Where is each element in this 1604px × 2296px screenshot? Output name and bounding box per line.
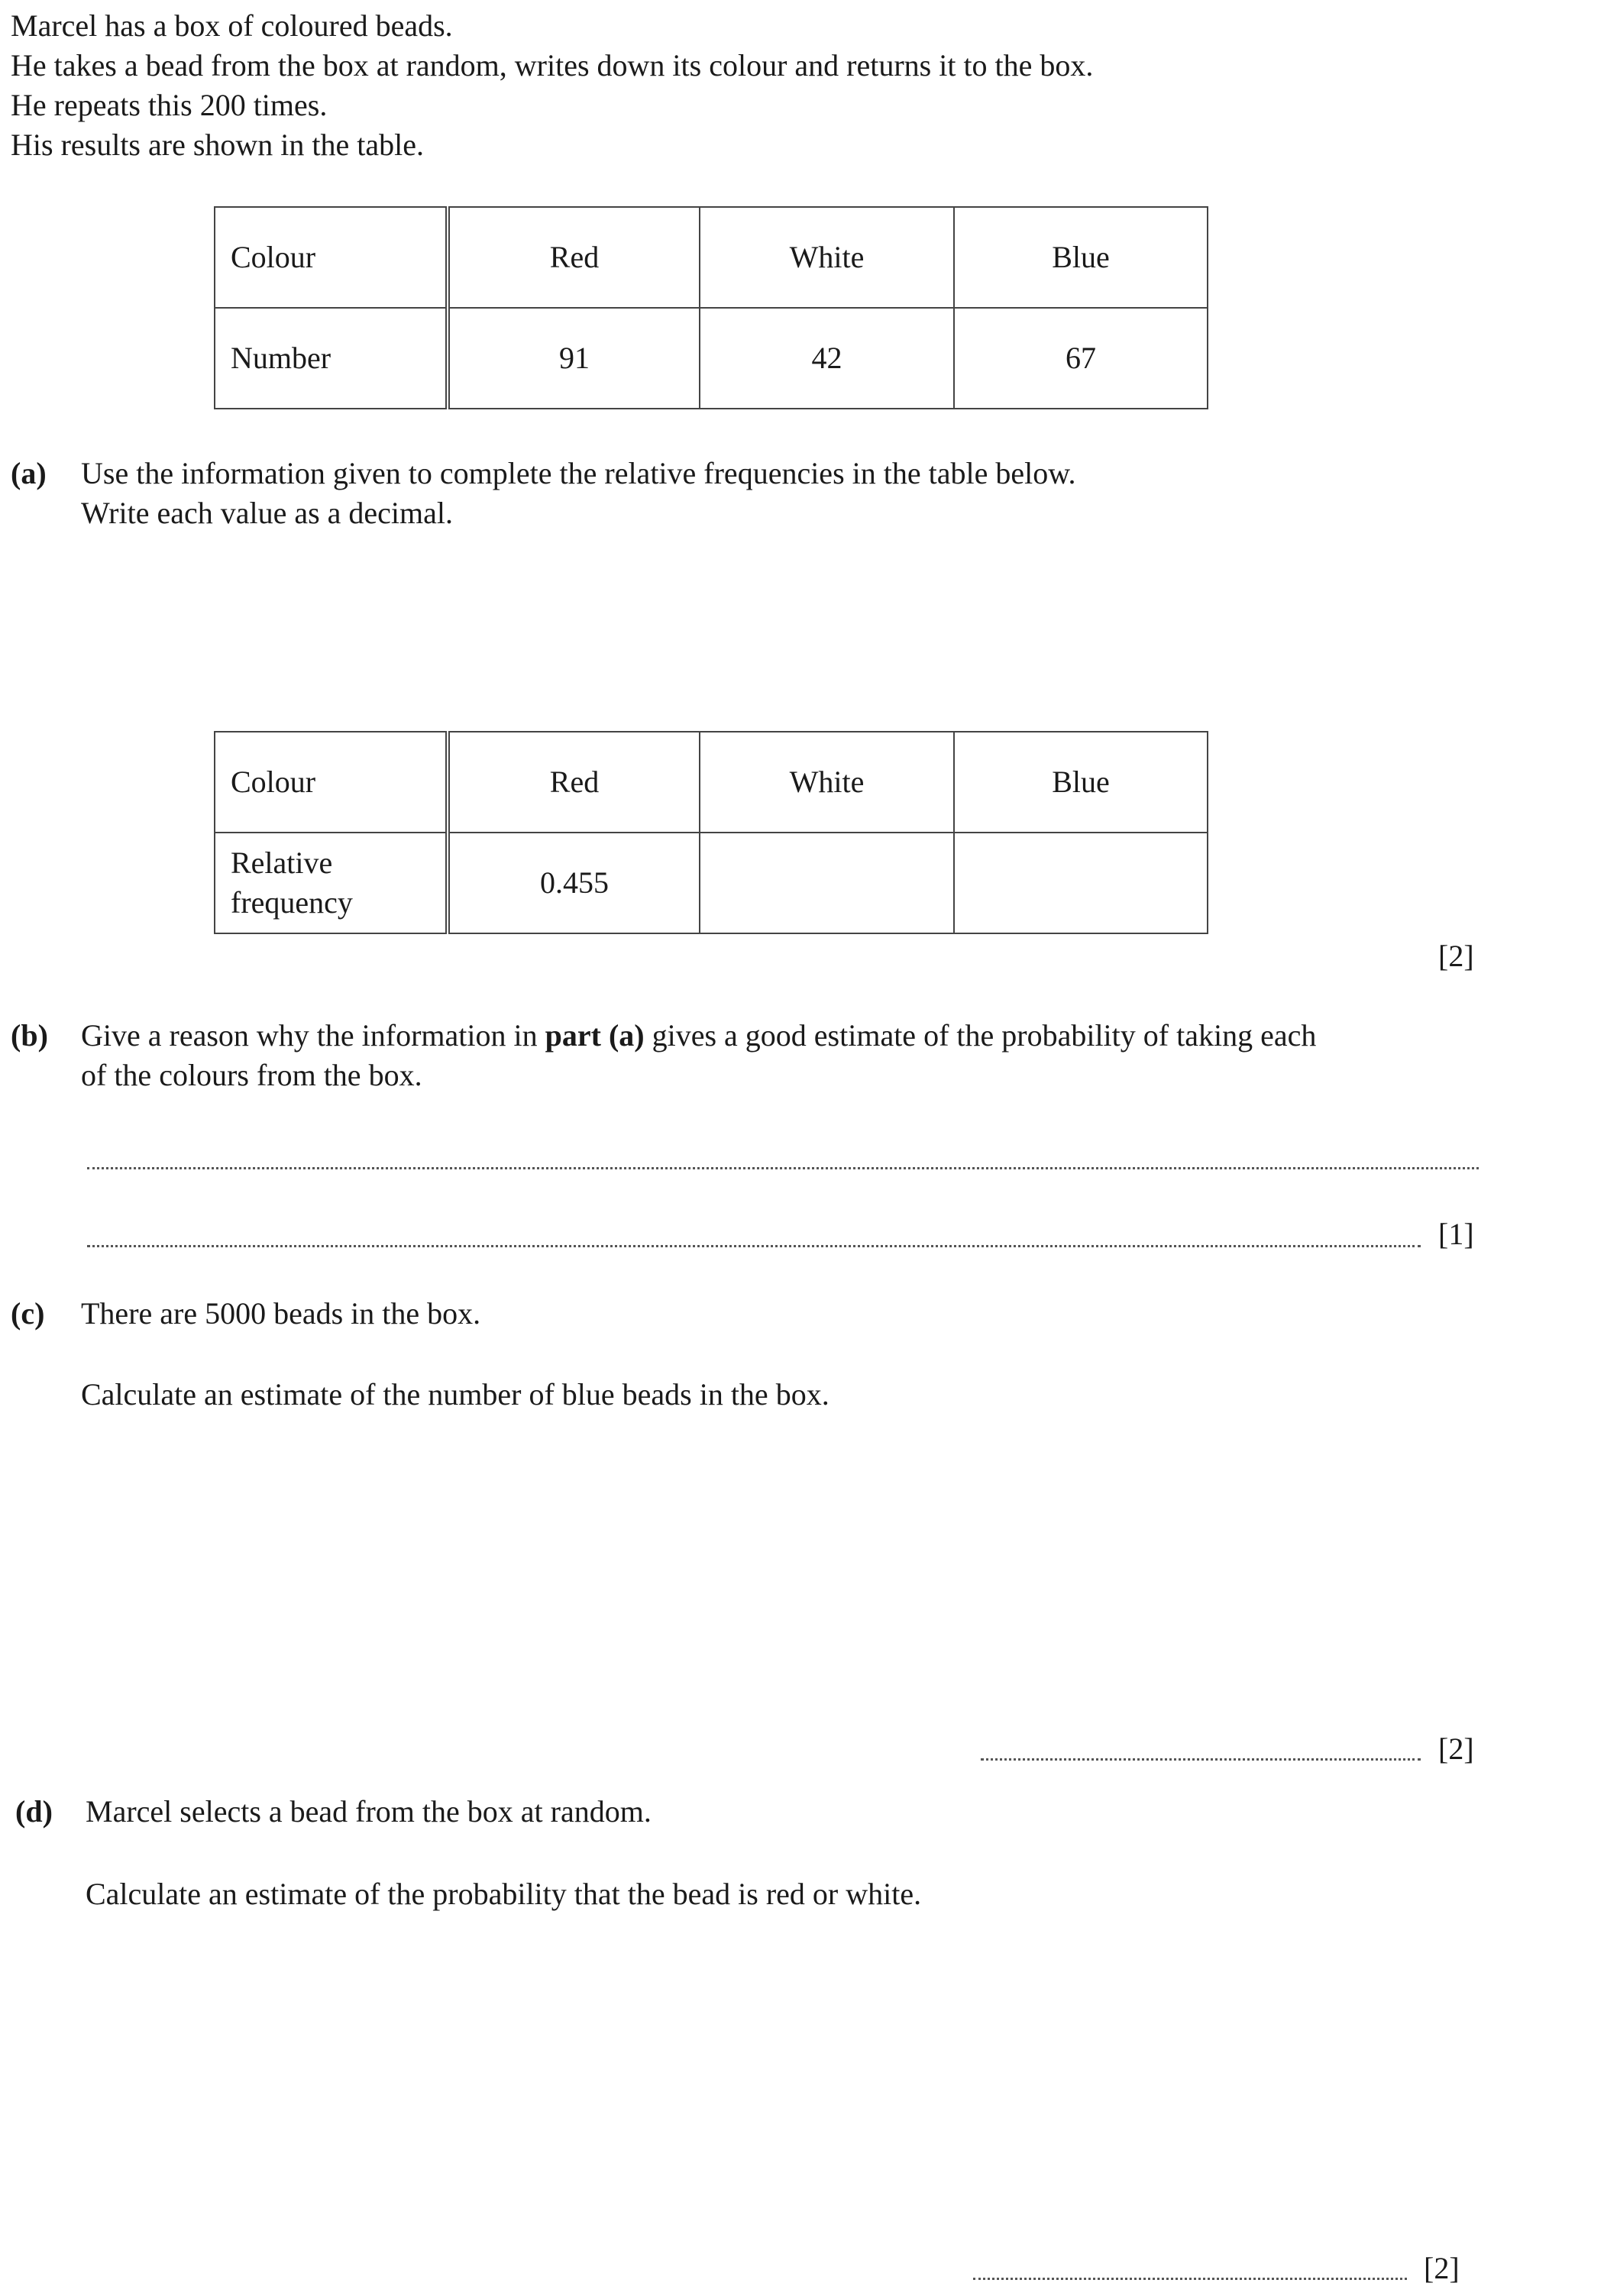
intro-line-1: Marcel has a box of coloured beads.: [11, 8, 453, 43]
part-a-line-2: Write each value as a decimal.: [81, 496, 454, 530]
relative-frequency-label-line-1: Relative: [231, 846, 333, 880]
part-a-label: (a): [11, 456, 47, 490]
part-a-mark: [2]: [1438, 939, 1474, 973]
table-header-label: Colour: [215, 732, 448, 833]
part-b-text-1: Give a reason why the information in: [81, 1018, 545, 1053]
table-row: [215, 207, 1208, 308]
part-b-label: (b): [11, 1018, 48, 1053]
part-a-line-1: Use the information given to complete the relative frequencies in the table below.: [81, 456, 1076, 490]
part-b-reference: part (a): [545, 1018, 645, 1053]
table-row-label: Number: [215, 308, 448, 409]
part-d-line-2: Calculate an estimate of the probability that the bead is red or white.: [86, 1877, 922, 1911]
part-d-label: (d): [15, 1794, 53, 1829]
colour-blue: Blue: [954, 207, 1208, 308]
number-red: 91: [448, 308, 700, 409]
intro-line-3: He repeats this 200 times.: [11, 88, 328, 122]
part-c-answer-line[interactable]: [981, 1758, 1421, 1761]
part-b-answer-line-2[interactable]: [87, 1245, 1421, 1247]
part-c-line-2: Calculate an estimate of the number of blue beads in the box.: [81, 1377, 829, 1412]
part-b-text-2: gives a good estimate of the probability of taking each: [644, 1018, 1317, 1053]
part-b-line-1: [81, 1016, 1316, 1056]
colour-white: White: [700, 207, 954, 308]
part-b-line-2: of the colours from the box.: [81, 1058, 422, 1092]
intro-line-2: He takes a bead from the box at random, writes down its colour and returns it to the box.: [11, 48, 1094, 82]
part-d-line-1: Marcel selects a bead from the box at random.: [86, 1794, 652, 1829]
intro-line-4: His results are shown in the table.: [11, 128, 424, 162]
part-c-line-1: There are 5000 beads in the box.: [81, 1296, 481, 1331]
table-row: [215, 732, 1208, 833]
table-row: [215, 308, 1208, 409]
table-row: [215, 833, 1208, 933]
relative-frequency-label-line-2: frequency: [231, 885, 353, 920]
relative-frequency-white-answer[interactable]: [700, 833, 954, 933]
part-d-mark: [2]: [1424, 2251, 1460, 2285]
part-d-answer-line[interactable]: [973, 2278, 1407, 2280]
number-blue: 67: [954, 308, 1208, 409]
colour-white: White: [700, 732, 954, 833]
results-table: [214, 206, 1208, 409]
part-b-answer-line-1[interactable]: [87, 1167, 1479, 1169]
colour-red: Red: [448, 207, 700, 308]
relative-frequency-blue-answer[interactable]: [954, 833, 1208, 933]
relative-frequency-table: [214, 731, 1208, 934]
part-c-mark: [2]: [1438, 1732, 1474, 1766]
table-header-label: Colour: [215, 207, 448, 308]
colour-blue: Blue: [954, 732, 1208, 833]
colour-red: Red: [448, 732, 700, 833]
number-white: 42: [700, 308, 954, 409]
part-b-mark: [1]: [1438, 1217, 1474, 1251]
part-c-label: (c): [11, 1296, 45, 1331]
relative-frequency-label: [215, 833, 448, 933]
relative-frequency-red: 0.455: [448, 833, 700, 933]
